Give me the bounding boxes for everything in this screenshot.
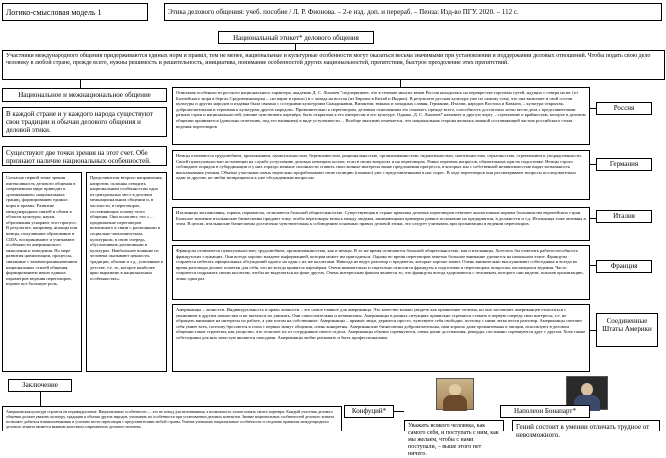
conclusion-text-box: Американская культура строится на индивидуализме. Национальные особенности — это не повод для непонимания, а возможность лучше понять своего партнера. Каждый участник делового общения должен уважать культуру, традиции и обычаи других народов, учитывать их особенности при установлении деловых контактов. Знание национальных особенностей делового этикета позволяет добиться взаимопонимания и успешно вести переговоры с представителями любой страны. Умение учитывать национальные особенности и следовать правилам международного делового этикета является важным качеством современного делового человека. bbox=[2, 406, 342, 431]
page-title: Национальный этикет* делового общения bbox=[218, 31, 374, 44]
connector bbox=[400, 80, 401, 87]
citation-box bbox=[164, 3, 662, 21]
view-one-box: Согласно первой точке зрения интенсивность делового общения в современном мире приводит к «размыванию» национальных границ, формированию единых норм и правил. Развитие международных связей и обмен в области культуры, науки, образования ускоряют этот процесс. В результате, например, японцы или немцы, получившие образование в США, воспринимают и учитывают особенности американского мышления и поведения. По мере развития цивилизации, процессы, связанные с взаимопроникновением национальных стилей общения, формированием неких единых параметров ведения переговоров, играют все большую роль. bbox=[2, 172, 82, 372]
author-confucius: Конфуций* bbox=[344, 405, 394, 418]
conclusion-label: Заключение bbox=[8, 379, 72, 392]
confucius-quote-box: Уважать всякого человека, как самого себя, и поступать с ним, как мы желаем, чтобы с нами поступали, – выше этого нет ничего. bbox=[404, 420, 504, 431]
country-france: Франция bbox=[596, 260, 652, 273]
author-napoleon: Наполеон Бонапарт* bbox=[500, 405, 590, 418]
connector bbox=[394, 411, 404, 412]
confucius-portrait bbox=[436, 378, 474, 410]
customs-box: В каждой стране и у каждого народа существуют свои традиции и обычаи делового общения и деловой этики. bbox=[2, 107, 167, 137]
napoleon-quote-box: Гений состоит в умении отличать трудное от невозможного. bbox=[512, 420, 660, 431]
france-text-box: Французы отличаются пунктуальностью, трудолюбием, организованностью, как и немцы. В то же время отличаются большой общительностью, как и итальянцы. Хотелось бы отметить работоспособность французских служащих. Они всегда хорошо владеют информацией, которая может им пригодиться. Однако во время переговоров заметно большое внимание уделяется на начальном этапе. Французы стараются избегать официальных обсуждений одного на один с их же коллегами. Никогда не ведут разговор о предметах, которые хорошо знают. Очень внимательно выслушивают собеседника и всегда во время разговора делают пометки для себя, что не всегда нравится партнёрам. Очень внимательно и тщательно относятся французы к подготовке и переговорам, вопросам, касающихся ведения. Часто стараются подражать своим коллегам, чтобы не выделяться на фоне других. Очень интересным фактом является то, что французы всегда здороваются с человеком, которого они видели, показав организацию, лишь один раз. bbox=[172, 245, 590, 300]
intro-text: Участники международного общения придерживаются единых норм и правил, тем не менее, национальные и культурные особенности могут оказаться весьма значимыми при установлении и поддержании деловых отношений. Чтобы подать свою дело человеку в любой стране, прежде всего, нужны решимость и решительность, инициатива, понимание особенностей других национальностей, препятствия, быстрое преодоление этих препятствий. bbox=[6, 53, 651, 66]
connector bbox=[80, 80, 81, 88]
model-title-box bbox=[2, 3, 148, 21]
citation: Этика делового общения: учеб. пособие / Л. Р. Фионова. – 2-е изд. доп. и перераб. – Пенза: Изд-во ПГУ. 2020. – 112 с. bbox=[168, 8, 519, 16]
russia-text-box: Описывая особенности русского национального характера, академик Д. С. Лихачев "подчеркивает, что в течение многих веков Россия находилась на перекрестке торговых путей, идущих с севера на юг (от Балтийского моря в бергах Средиземноморья – «из варяг в греки») и с запада на восток (из Европы в Китай и Индию). В результате русская культура уже по самому тому, что она включает в свой состав культуры и других народов и издавна была связана с соседними культурами Скандинавии, Византии, южных и западных славян, Германии, Италии, народов Востока и Кавказа, – культура открытая, доброжелательная и терпимая к культурам других народов». Применительно к переговорам, деловым отношениям это означает, прежде всего, способность достаточно легко вести дела с представителями разных стран и национальностей, умение чувствовать партнёра, быть открытым к его интересам и его культуре. Однако, Д. С. Лихачев* называет и другую черту – стремление к крайностям, которое в деловом общении проявляется (довольно отчетливо, под его влиянием) в виде уступчивости… Вообще многими отмечается, что национальная сторона являлась важной составляющей частью российского стиля ведения переговоров bbox=[172, 87, 590, 145]
usa-text-box: Американцы – личности. Индивидуальность и право личности – это самое главное для американца. Это качество можно увидеть как проявление эгоизма, но оно заставляет американцев относиться с уважением к другим личностям и не пытаться их унижать. Они самостоятельны и независимы. Американцы в разных ситуациях правильно стремятся ставить в первую очередь свои интересы, т.е. не обращать внимание на интересы по работе, а уже потом на собственные. Американцы – прямые люди, держатся просто, чувствуют себя свободно, поэтому с ними легко вести разговор. Американцы считают себя умнее всех, поэтому бросаются в глаза с первых минут общения, очень конкретны. Американские бизнесмены доброжелательны, ими хорошо даже организованы в эмоции, используют в деловом общении такие стратегии, как упорство, что отличает их от сотрудников своего отдела. Американцы обычно соревнуются, очень ценят достижения, рекорды, постоянно соревнуются друг с другом. Хотя также собеседники для них зачастую являются поводами. Американцы любят рисковать и быть профессионалами. bbox=[172, 304, 590, 372]
model-title: Логико-смысловая модель 1 bbox=[6, 8, 102, 17]
country-usa: Соединенные Штаты Америки bbox=[596, 313, 658, 347]
connector bbox=[40, 392, 41, 406]
view-two-box: Представители второго направления, напротив, склонны отводить национальным особенностям одно из центральных мест в деловом межнациональном общении и, в частности, в переговорах, составляющих основу этого общения. Они полагают, что «… продвижение переговоров возможного в связи с различными в социально-экономическом, культурном, в свою очередь, обусловливать различными в культурах. Наибольшее влияние из человека оказывают ценности, традиции, обычаи и т.д., усвоенные в детстве, т.е. то, которое наиболее ярко выражено в национальных особенностях». bbox=[86, 172, 167, 372]
intro-box bbox=[2, 50, 665, 80]
germany-text-box: Немцы отличаются трудолюбием, прилежанием, пунктуальностью, бережливостью, рациональностью, организованностью, педантичностью, скептичностью, серьезностью, стремлением к упорядоченности. Своей пунктуальностью по-немецки на службе уступлению деловых немецких коллег, если в своих вопросах и на переговорах. Ровно перечень вопросов, обязательных при их подготовке. Немцы строго соблюдают порядок в субординации и у них гораздо меньше склонности ставить свои личные интересы выше предложения прогресса, в которых мы с собственной независимостью видят возможность высказывания ученыя. Обычно участники очень тщательно прорабатывают свою позицию (помимо) уже с представленными в нас спрос. В ходе переговоров они рассматривают вопросы последовательно один за другим, не любят возвращаться к уже обсужденным вопросам. bbox=[172, 150, 590, 200]
country-russia: Россия bbox=[596, 102, 652, 115]
italy-text-box: Итальянцы экспансивны, горячи, порывисты, отличаются большой общительностью. Существующая в стране практика деловых переговоров отвечает аналогичным нормам большинства европейских стран. Большое значение итальянские бизнесмены придают тому, чтобы переговоры велись между людьми, занимающими примерно равное положение на предприятии, в должности и т.д. Итальянцы тоже активны в этом. В целом, итальянские бизнесмены достаточно чувствительны к соблюдению основных правил деловой этики, это следует учитывать при организации и ведении переговоров. bbox=[172, 207, 590, 241]
views-box: Существуют две точки зрения на этот счет. Обе признают наличие национальных особенностей. bbox=[2, 146, 167, 166]
country-germany: Германия bbox=[596, 158, 652, 171]
country-italy: Италия bbox=[596, 210, 652, 223]
national-heading: Национальное и межнациональное общение bbox=[2, 88, 167, 102]
